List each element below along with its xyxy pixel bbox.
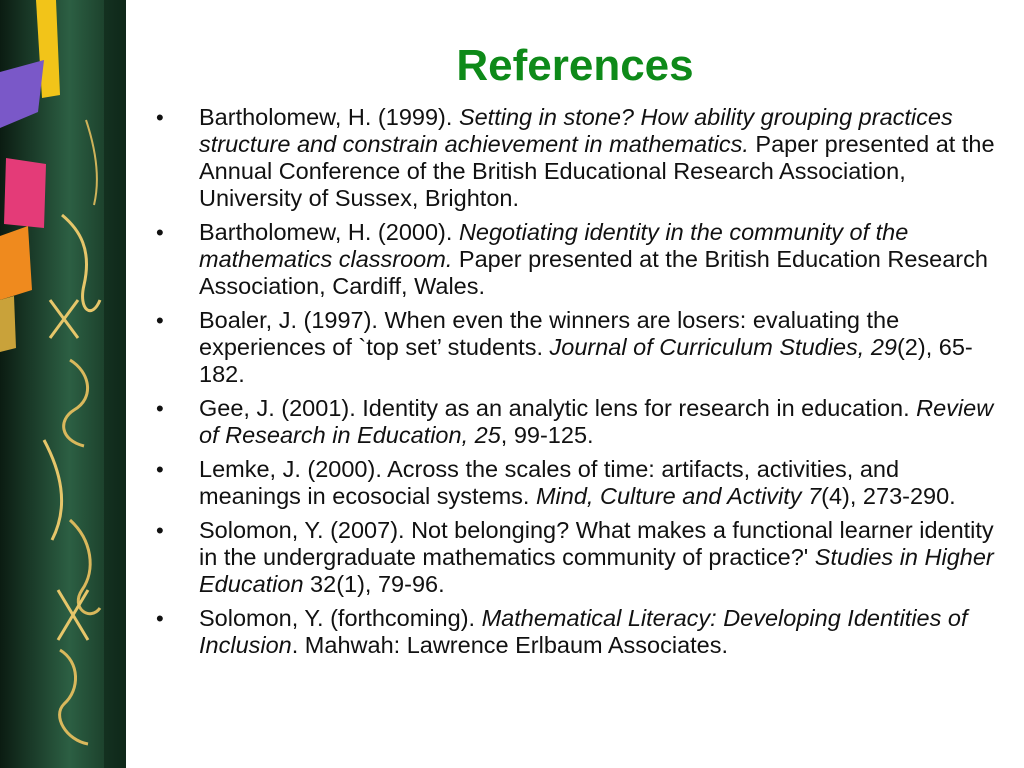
reference-text: (4), 273-290.	[821, 483, 956, 509]
reference-text: Lemke, J. (2000). Across the scales of time: artifacts, activities, and meanings in ecosocial systems.	[199, 456, 900, 509]
reference-text: Boaler, J. (1997). When even the winners are losers: evaluating the experiences of `top set’ students.	[199, 307, 900, 360]
reference-italic-title: Setting in stone? How ability grouping practices structure and constrain achievement in mathematics.	[199, 104, 953, 157]
reference-text: Solomon, Y. (forthcoming).	[199, 605, 482, 631]
bullet-icon: •	[156, 308, 164, 333]
reference-text: Solomon, Y. (2007). Not belonging? What makes a functional learner identity in the undergraduate mathematics community of practice?'	[199, 517, 994, 570]
reference-italic-title: Journal of Curriculum Studies, 29	[549, 334, 897, 360]
reference-text: Bartholomew, H. (1999).	[199, 104, 459, 130]
reference-item	[156, 605, 1006, 659]
reference-list	[156, 104, 1006, 666]
page-title: References	[456, 41, 694, 90]
reference-italic-title: Mind, Culture and Activity 7	[535, 483, 822, 509]
reference-text: , 99-125.	[500, 422, 594, 448]
chalkboard-illustration	[0, 0, 126, 768]
reference-item	[156, 307, 1006, 388]
reference-text: Gee, J. (2001). Identity as an analytic lens for research in education.	[199, 395, 917, 421]
bullet-icon: •	[156, 606, 164, 631]
reference-italic-title: Negotiating identity in the community of the mathematics classroom.	[199, 219, 909, 272]
reference-italic-title: Mathematical Literacy: Developing Identities of Inclusion	[199, 605, 968, 658]
reference-item	[156, 104, 1006, 212]
bullet-icon: •	[156, 105, 164, 130]
bullet-icon: •	[156, 518, 164, 543]
bullet-icon: •	[156, 220, 164, 245]
reference-text: Paper presented at the British Education Research Association, Cardiff, Wales.	[199, 246, 988, 299]
reference-item	[156, 219, 1006, 300]
bullet-icon: •	[156, 396, 164, 421]
reference-item	[156, 456, 1006, 510]
side-art-image	[0, 0, 126, 768]
reference-item	[156, 517, 1006, 598]
reference-text: . Mahwah: Lawrence Erlbaum Associates.	[291, 632, 729, 658]
reference-text: Paper presented at the Annual Conference of the British Educational Research Association, University of Sussex, Brighton.	[199, 131, 995, 211]
reference-text: (2), 65-182.	[199, 334, 973, 387]
reference-text: Bartholomew, H. (2000).	[199, 219, 459, 245]
reference-text: 32(1), 79-96.	[303, 571, 445, 597]
bullet-icon: •	[156, 457, 164, 482]
reference-italic-title: Studies in Higher Education	[199, 544, 994, 597]
reference-italic-title: Review of Research in Education, 25	[199, 395, 994, 448]
reference-item	[156, 395, 1006, 449]
